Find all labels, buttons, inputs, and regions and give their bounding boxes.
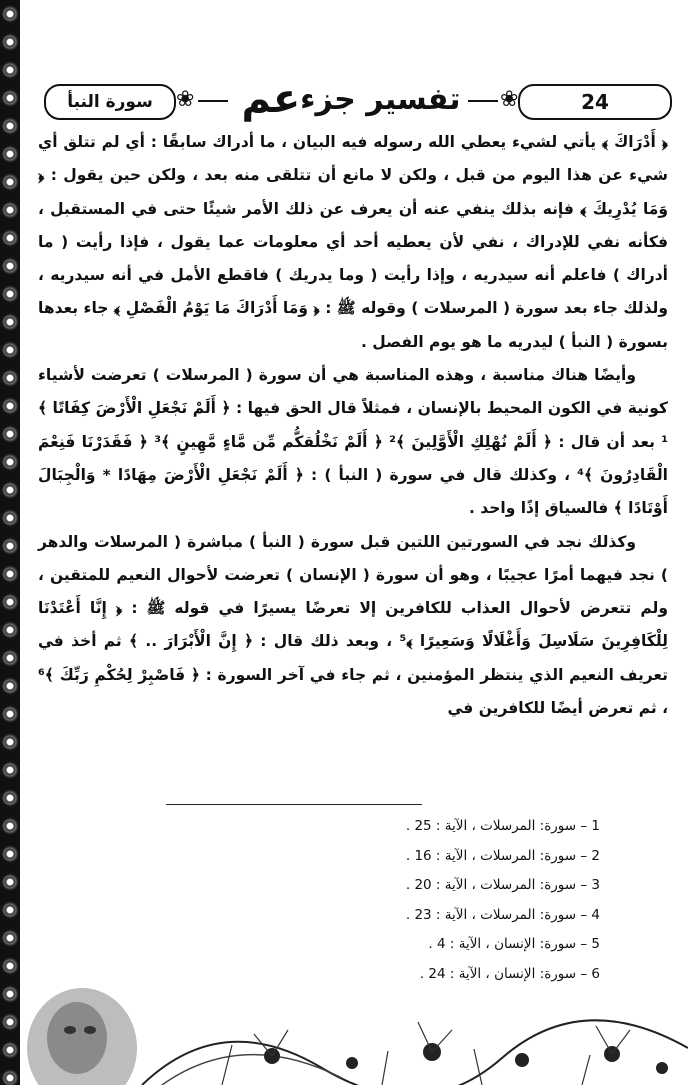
page-number: 24: [518, 84, 672, 120]
footnote: 2 – سورة: المرسلات ، الآية : 16 .: [405, 847, 600, 864]
footnote: 1 – سورة: المرسلات ، الآية : 25 .: [405, 818, 600, 834]
footnote: 4 – سورة: المرسلات ، الآية : 23 .: [405, 906, 600, 923]
book-title-big: عم: [241, 76, 301, 122]
body-text: [38, 126, 668, 725]
page-header: [38, 76, 678, 122]
decorative-border: [0, 0, 20, 1085]
paragraph: وأيضًا هناك مناسبة ، وهذه المناسبة هي أن سورة ( المرسلات ) تعرضت لأشياء كونية في الكون المحيط بالإنسان ، فمثلاً قال الحق فيها : ﴿ أَلَمْ نَجْعَلِ الْأَرْضَ كِفَاتًا ﴾¹ بعد أن قال : ﴿ أَلَمْ نُهْلِكِ الْأَوَّلِينَ ﴾² ﴿ أَلَمْ نَخْلُقكُّم مِّن مَّاءٍ مَّهِينٍ ﴾³ ﴿ فَقَدَرْنَا فَنِعْمَ الْقَادِرُونَ ﴾⁴ ، وكذلك قال في سورة ( النبأ ) : ﴿ أَلَمْ نَجْعَلِ الْأَرْضَ مِهَادًا * وَالْجِبَالَ أَوْتَادًا ﴾ فالسياق إذًا واحد .: [38, 366, 668, 518]
book-title-text: تفسير جزء: [300, 81, 461, 117]
paragraph: وكذلك نجد في السورتين اللتين قبل سورة ( النبأ ) مباشرة ( المرسلات والدهر ) نجد فيهما أمرًا عجيبًا ، وهو أن سورة ( الإنسان ) تعرضت لأحوال النعيم للمتقين ، ولم تتعرض لأحوال العذاب للكافرين إلا تعرضًا يسيرًا في قوله ﷺ : ﴿ إِنَّا أَعْتَدْنَا لِلْكَافِرِينَ سَلَاسِلَ وَأَغْلَالًا وَسَعِيرًا ﴾⁵ ، وبعد ذلك قال : ﴿ إِنَّ الْأَبْرَارَ .. ﴾ ثم أخذ في تعريف النعيم الذي ينتظر المؤمنين ، ثم جاء في آخر السورة : ﴿ فَاصْبِرْ لِحُكْمِ رَبِّكَ ﴾⁶ ، ثم تعرض أيضًا للكافرين في: [38, 532, 668, 718]
header-divider: [198, 100, 228, 102]
footnote-separator: [166, 804, 422, 805]
footnotes: [380, 812, 600, 989]
surah-label: سورة النبأ: [44, 84, 176, 120]
footnote: 5 – سورة: الإنسان ، الآية : 4 .: [428, 936, 600, 952]
floral-ornament-icon: ❀: [500, 87, 519, 112]
decorative-floral-art: [22, 968, 688, 1085]
footnote: 3 – سورة: المرسلات ، الآية : 20 .: [405, 877, 600, 893]
floral-ornament-icon: ❀: [176, 87, 195, 112]
footnote: 6 – سورة: الإنسان ، الآية : 24 .: [419, 965, 600, 982]
book-title: [228, 74, 468, 124]
header-divider: [468, 100, 498, 102]
paragraph: ﴿ أَدْرَاكَ ﴾ يأتي لشيء يعطي الله رسوله فيه البيان ، ما أدراك سابقًا : أي لم تتلق أي شيء عن هذا اليوم من قبل ، ولكن لا مانع أن تتلقى منه بعد ، ولكن حين يقول : ﴿ وَمَا يُدْرِيكَ ﴾ فإنه بذلك ينفي عنه أن يعرف عن ذلك الأمر شيئًا حتى في المستقبل ، فكأنه نفي للإدراك ، نفي لأن يعطيه أحد أي معلومات عما يقول ، فإذا رأيت ( ما أدراك ) فاعلم أنه سيدريه ، وإذا رأيت ( وما يدريك ) فاقطع الأمل في أنه سيدريه ، ولذلك جاء بعد سورة ( المرسلات ) وقوله ﷺ : ﴿ وَمَا أَدْرَاكَ مَا يَوْمُ الْفَصْلِ ﴾ جاء بعدها بسورة ( النبأ ) ليدريه ما هو يوم الفصل .: [38, 133, 668, 351]
